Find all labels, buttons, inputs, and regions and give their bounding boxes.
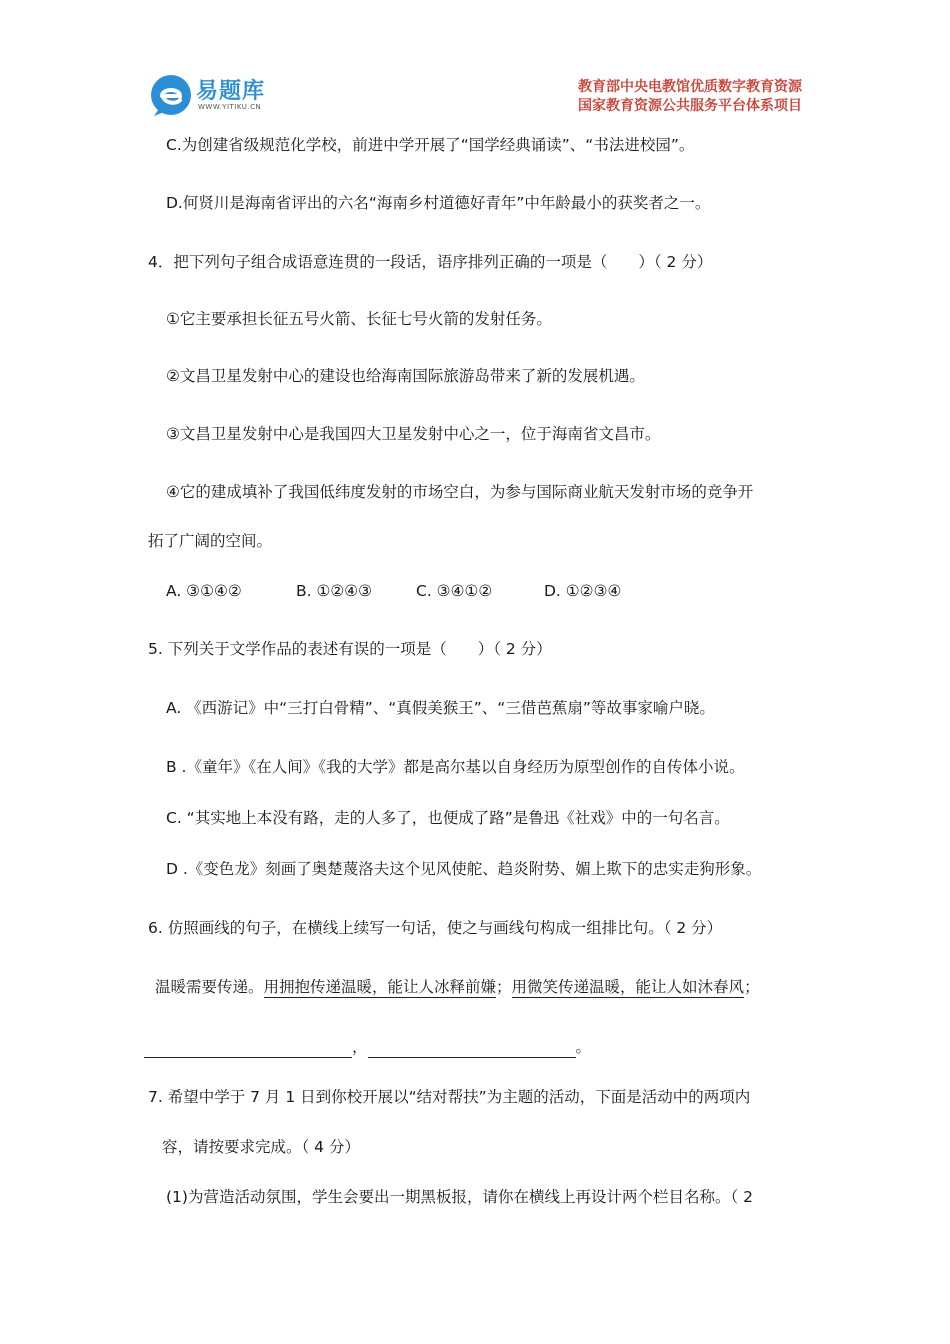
q5-option-c: C. “其实地上本没有路，走的人多了，也便成了路”是鲁迅《社戏》中的一句名言。 <box>166 809 730 827</box>
yitiku-logo-icon <box>148 72 194 118</box>
q4-sentence-1: ①它主要承担长征五号火箭、长征七号火箭的发射任务。 <box>166 310 552 328</box>
logo-url: WWW.YITIKU.CN <box>198 103 262 111</box>
q3-option-c: C.为创建省级规范化学校，前进中学开展了“国学经典诵读”、“书法进校园”。 <box>166 136 695 154</box>
q4-sentence-4-line-2: 拓了广阔的空间。 <box>148 532 273 550</box>
q7-stem-line-2: 容，请按要求完成。（ 4 分） <box>162 1138 360 1156</box>
q4-sentence-3: ③文昌卫星发射中心是我国四大卫星发射中心之一，位于海南省文昌市。 <box>166 425 661 443</box>
header-line-1: 教育部中央电教馆优质数字教育资源 <box>578 79 802 95</box>
q4-option-c: C. ③④①② <box>416 582 493 600</box>
header-project-info <box>578 78 802 116</box>
logo-name: 易题库 <box>196 79 266 104</box>
q6-answer-blank-2[interactable] <box>368 1056 576 1058</box>
q4-options <box>166 580 621 602</box>
q4-option-b: B. ①②④③ <box>296 582 373 600</box>
q4-option-a: A. ③①④② <box>166 582 242 600</box>
q6-separator: ； <box>496 978 512 996</box>
q6-blank-end: 。 <box>575 1038 592 1056</box>
q5-option-b: B .《童年》《在人间》《我的大学》都是高尔基以自身经历为原型创作的自传体小说。 <box>166 758 745 776</box>
q6-blank-separator: ， <box>352 1038 368 1056</box>
q6-end: ； <box>744 978 760 996</box>
q4-stem: 4．把下列句子组合成语意连贯的一段话，语序排列正确的一项是（ ）（ 2 分） <box>148 253 713 271</box>
q6-answer-blank-1[interactable] <box>144 1056 352 1058</box>
q7-sub-question-1: (1)为营造活动氛围，学生会要出一期黑板报，请你在横线上再设计两个栏目名称。（ 2 <box>166 1188 753 1206</box>
q5-stem: 5. 下列关于文学作品的表述有误的一项是（ ）（ 2 分） <box>148 640 552 658</box>
q6-stem: 6. 仿照画线的句子，在横线上续写一句话，使之与画线句构成一组排比句。（ 2 分） <box>148 919 723 937</box>
q4-sentence-2: ②文昌卫星发射中心的建设也给海南国际旅游岛带来了新的发展机遇。 <box>166 367 645 385</box>
q3-option-d: D.何贤川是海南省评出的六名“海南乡村道德好青年”中年龄最小的获奖者之一。 <box>166 194 711 212</box>
q6-answer-blanks <box>144 1036 591 1058</box>
yitiku-logo <box>148 72 288 118</box>
q4-sentence-4-line-1: ④它的建成填补了我国低纬度发射的市场空白，为参与国际商业航天发射市场的竞争开 <box>166 483 754 501</box>
q6-example <box>155 976 760 998</box>
q5-option-d: D .《变色龙》刻画了奥楚蔑洛夫这个见风使舵、趋炎附势、媚上欺下的忠实走狗形象。 <box>166 860 762 878</box>
header-line-2: 国家教育资源公共服务平台体系项目 <box>578 98 802 114</box>
q5-option-a: A. 《西游记》中“三打白骨精”、“真假美猴王”、“三借芭蕉扇”等故事家喻户晓。 <box>166 699 715 717</box>
q6-underlined-sentence-2: 用微笑传递温暖，能让人如沐春风 <box>511 978 745 996</box>
q6-lead: 温暖需要传递。 <box>155 978 264 996</box>
q7-stem-line-1: 7. 希望中学于 7 月 1 日到你校开展以“结对帮扶”为主题的活动，下面是活动中的两项内 <box>148 1088 751 1106</box>
q4-option-d: D. ①②③④ <box>544 582 622 600</box>
q6-underlined-sentence-1: 用拥抱传递温暖，能让人冰释前嫌 <box>263 978 497 996</box>
